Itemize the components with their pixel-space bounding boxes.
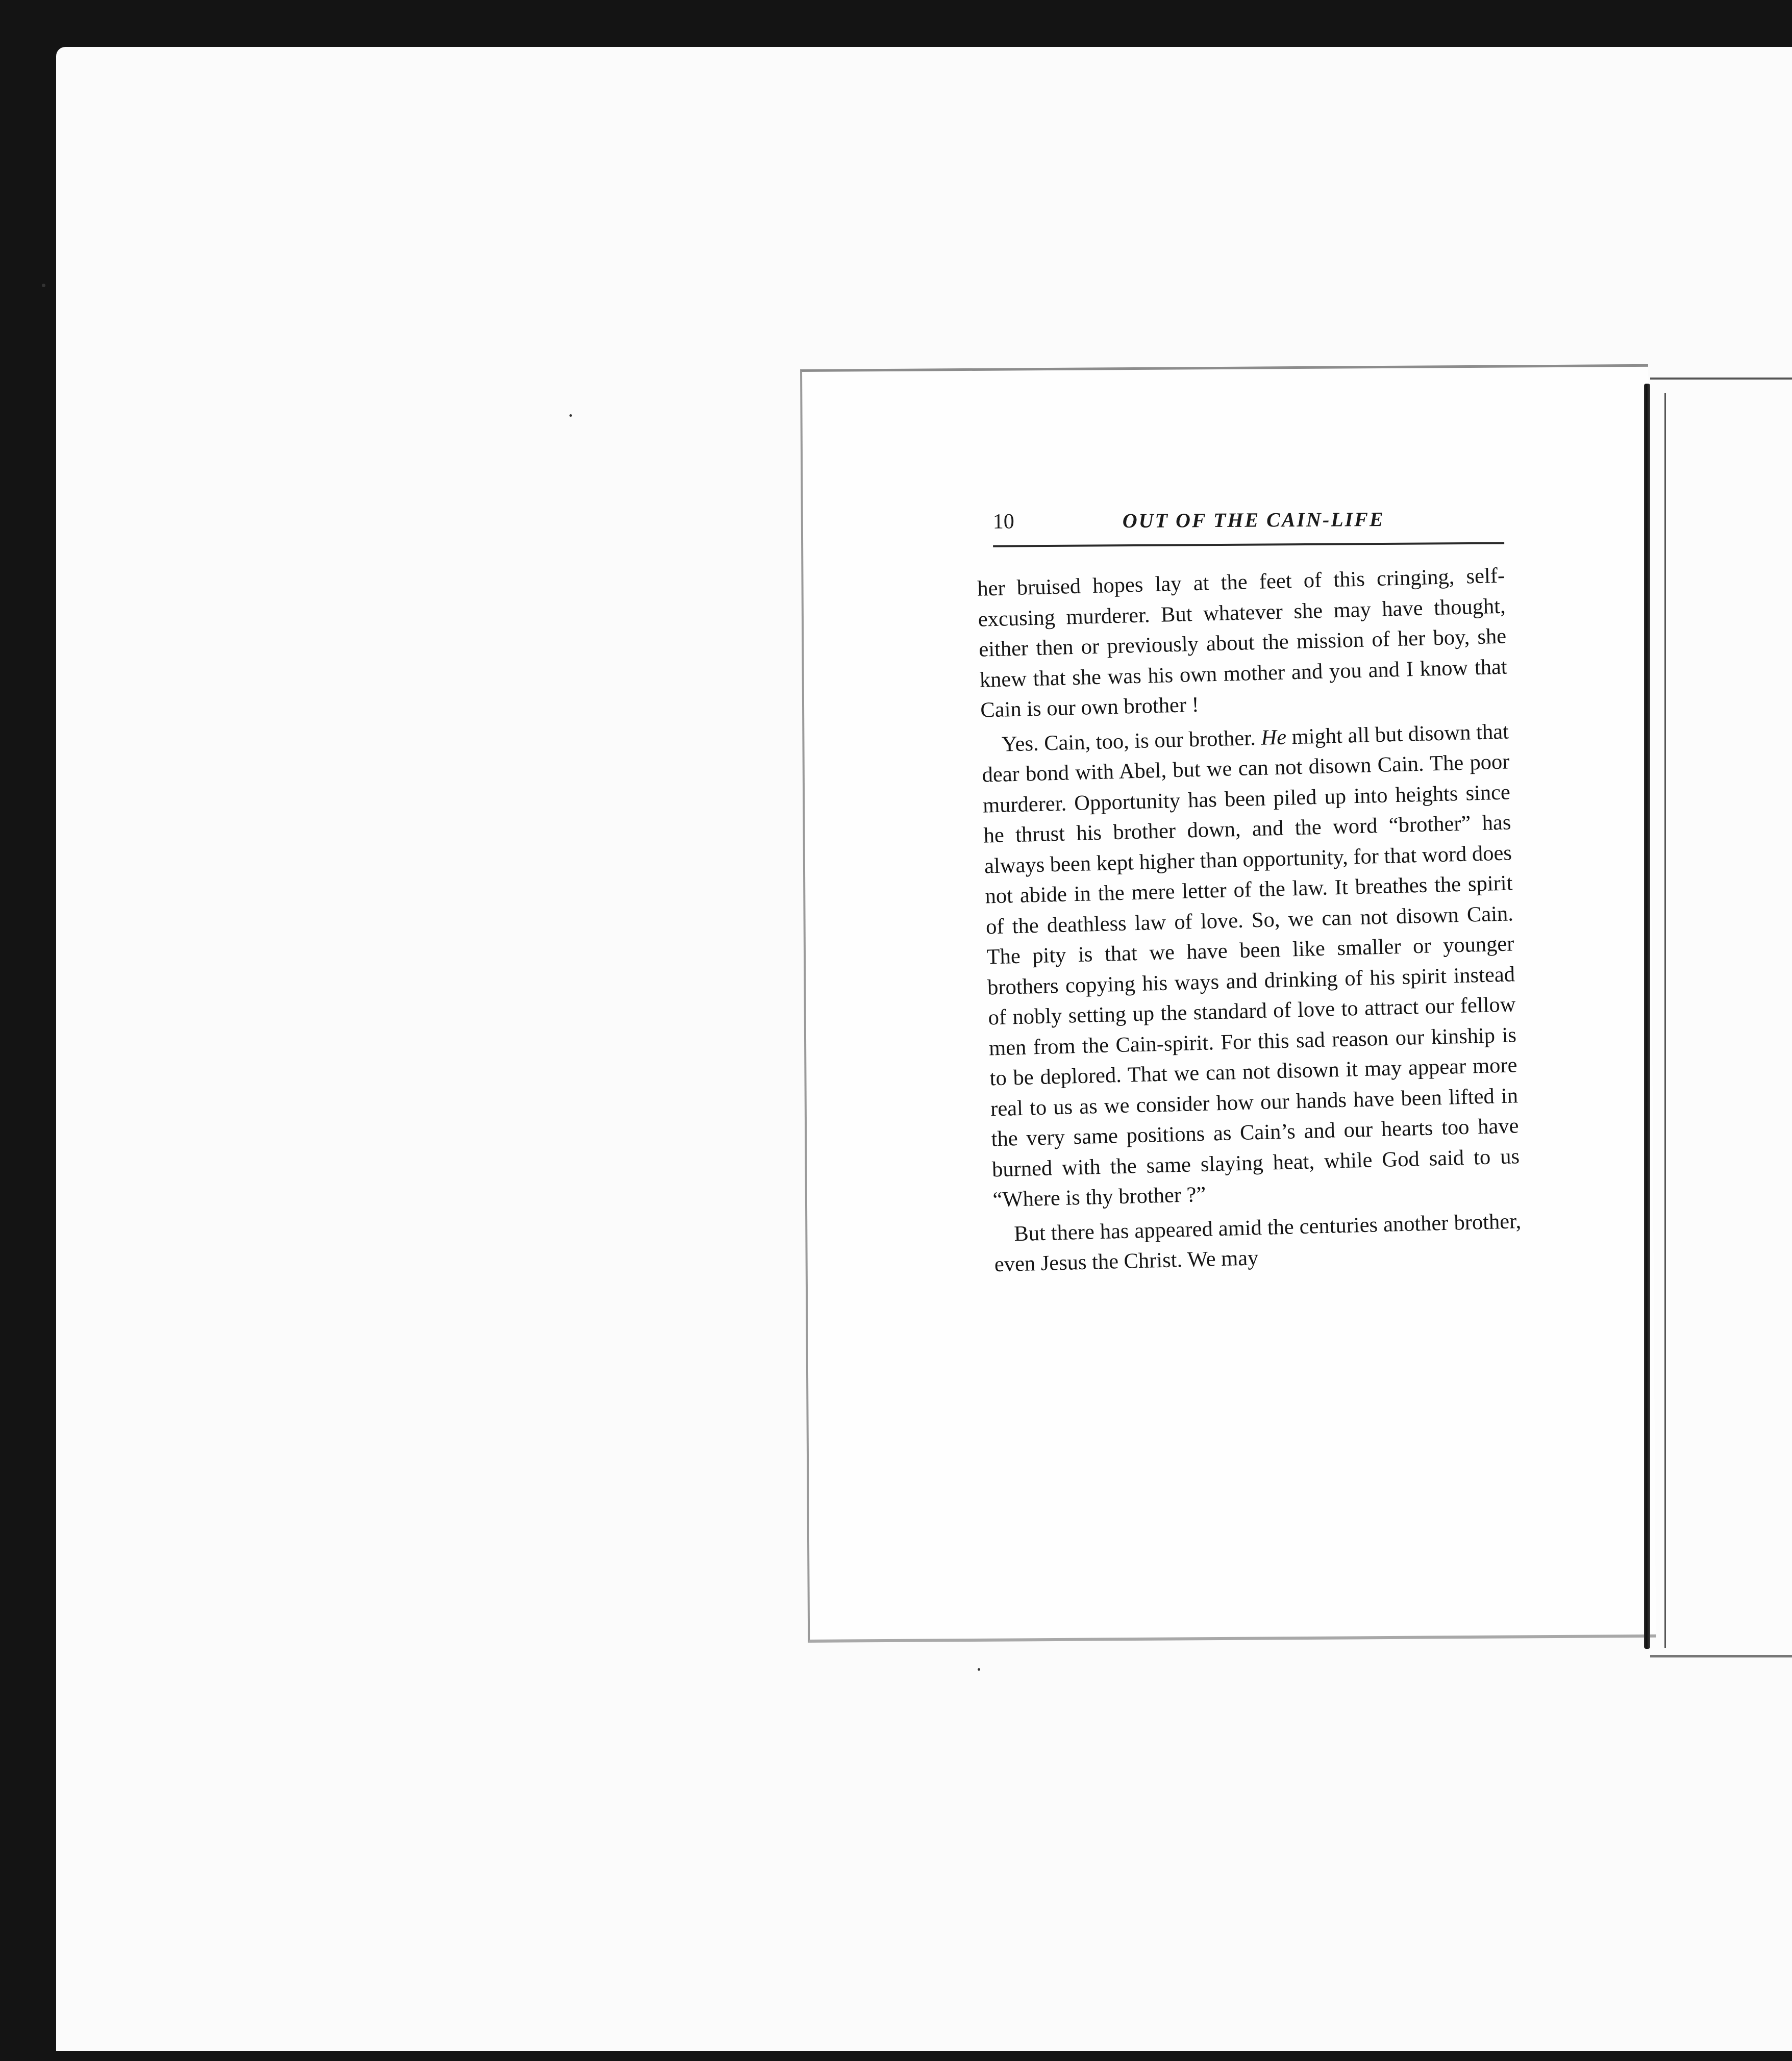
paragraph-3: But there has appeared amid the centuries another brother, even Jesus the Christ. We may	[994, 1209, 1522, 1277]
adjacent-page-edge	[1650, 378, 1792, 1657]
paragraph-1: her bruised hopes lay at the feet of this cringing, self-excusing murderer. But whatever she may have thought, either then or previously about the mission of her boy, she knew that she was his own mother and you and I know that Cain is our own brother !	[977, 563, 1508, 722]
paragraph-2	[981, 716, 1521, 1215]
paragraph-2-emphasis: He	[1260, 725, 1287, 750]
film-speck	[690, 0, 693, 4]
adjacent-page-line	[1664, 393, 1666, 1648]
book-spine-shadow	[1644, 384, 1650, 1649]
paragraph-2-rest: might all but disown that dear bond with Abel, but we can not disown Cain. The poor murderer. Opportunity has been piled up into heights since he thrust his brother down, and the word “brother” has always been kept higher than opportunity, for that word does not abide in the mere letter of the law. It breathes the spirit of the deathless law of love. So, we can not disown Cain. The pity is that we have been like smaller or younger brothers copying his ways and drinking of his spirit instead of nobly setting up the standard of love to attract our fellow men from the Cain-spirit. For this sad reason our kinship is to be deplored. That we can not disown it may appear more real to us as we consider how our hands have been lifted in the very same positions as Cain’s and our hearts too have burned with the same slaying heat, while God said to us “Where is thy brother ?”	[982, 719, 1520, 1212]
running-head: OUT OF THE CAIN-LIFE	[1122, 508, 1385, 533]
paragraph-2-start: Yes. Cain, too, is our brother.	[1001, 725, 1262, 757]
header-rule	[993, 542, 1504, 547]
film-speck	[42, 284, 45, 287]
page-header	[993, 507, 1508, 540]
page-number: 10	[992, 510, 1014, 534]
film-speck	[569, 414, 572, 417]
film-speck	[978, 1668, 980, 1671]
page-body	[977, 561, 1523, 1284]
book-page	[800, 364, 1656, 1643]
